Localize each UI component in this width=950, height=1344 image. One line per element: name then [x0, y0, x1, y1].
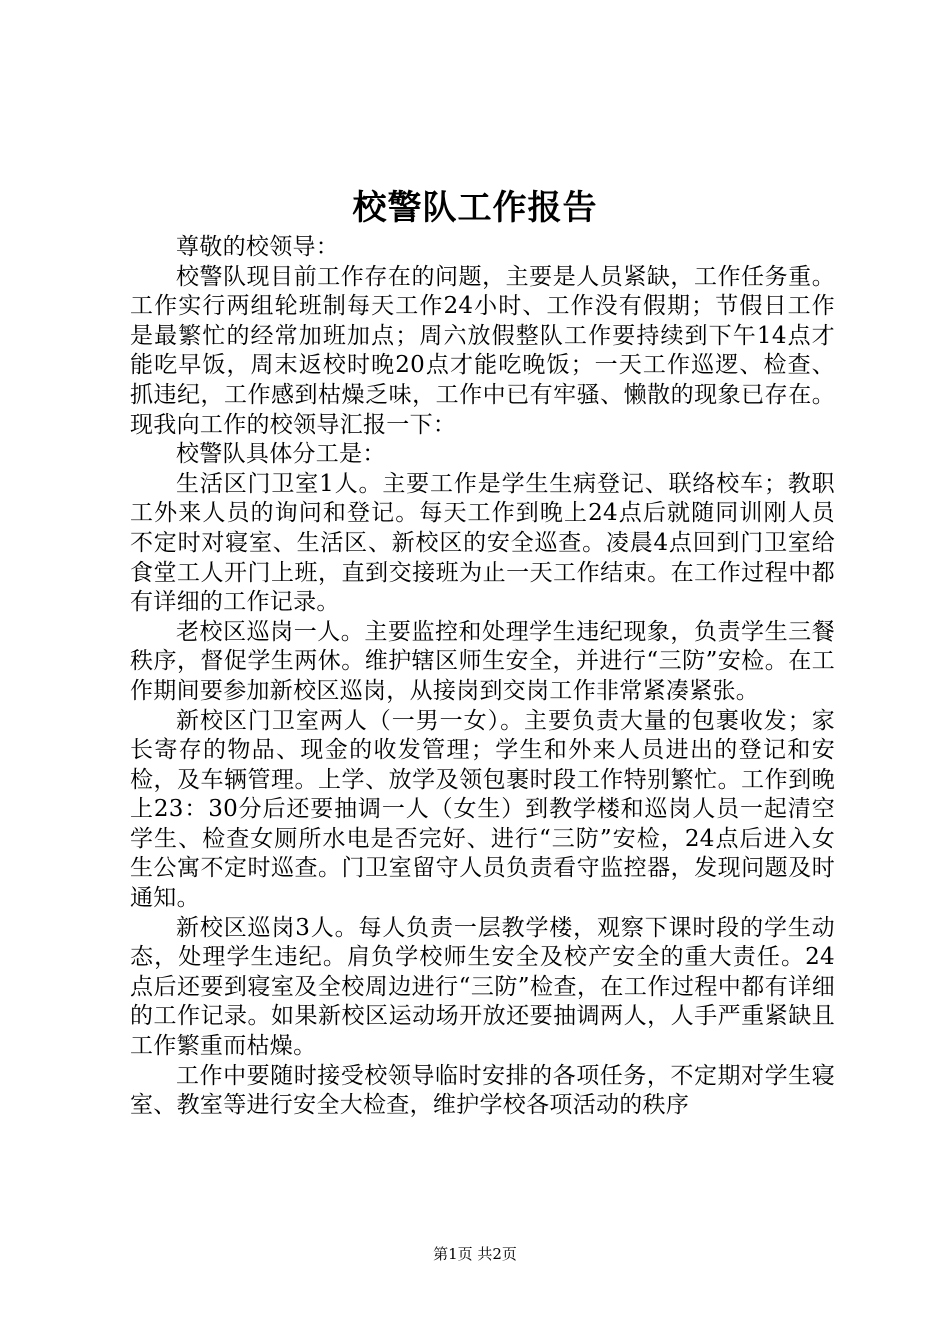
paragraph-living-area-gate: 生活区门卫室1人。主要工作是学生生病登记、联络校车；教职工外来人员的询问和登记。每天工作到晚上24点后就随同训刚人员不定时对寝室、生活区、新校区的安全巡查。凌晨4点回到门卫室给食堂工人开门上班，直到交接班为止一天工作结束。在工作过程中都有详细的工作记录。 — [130, 470, 835, 616]
document-title: 校警队工作报告 — [352, 188, 598, 228]
paragraph-intro: 校警队现目前工作存在的问题，主要是人员紧缺，工作任务重。工作实行两组轮班制每天工作24小时、工作没有假期；节假日工作是最繁忙的经常加班加点；周六放假整队工作要持续到下午14点才能吃早饭，周末返校时晚20点才能吃晚饭；一天工作巡逻、检查、抓违纪，工作感到枯燥乏味，工作中已有牢骚、懒散的现象已存在。现我向工作的校领导汇报一下： — [130, 263, 835, 438]
paragraph-additional-tasks: 工作中要随时接受校领导临时安排的各项任务，不定期对学生寝室、教室等进行安全大检查，维护学校各项活动的秩序 — [130, 1062, 835, 1119]
paragraph-new-campus-patrol: 新校区巡岗3人。每人负责一层教学楼，观察下课时段的学生动态，处理学生违纪。肩负学校师生安全及校产安全的重大责任。24点后还要到寝室及全校周边进行“三防”检查，在工作过程中都有详细的工作记录。如果新校区运动场开放还要抽调两人，人手严重紧缺且工作繁重而枯燥。 — [130, 914, 835, 1060]
paragraph-division-heading: 校警队具体分工是： — [176, 441, 386, 468]
page-number-footer: 第1页 共2页 — [433, 1245, 517, 1263]
paragraph-new-campus-gate: 新校区门卫室两人（一男一女）。主要负责大量的包裹收发；家长寄存的物品、现金的收发管理；学生和外来人员进出的登记和安检，及车辆管理。上学、放学及领包裹时段工作特别繁忙。工作到晚上23：30分后还要抽调一人（女生）到教学楼和巡岗人员一起清空学生、检查女厕所水电是否完好、进行“三防”安检，24点后进入女生公寓不定时巡查。门卫室留守人员负责看守监控器，发现问题及时通知。 — [130, 707, 835, 912]
document-body — [130, 233, 835, 1121]
paragraph-old-campus-patrol: 老校区巡岗一人。主要监控和处理学生违纪现象，负责学生三餐秩序，督促学生两休。维护辖区师生安全，并进行“三防”安检。在工作期间要参加新校区巡岗，从接岗到交岗工作非常紧凑紧张。 — [130, 618, 835, 704]
salutation: 尊敬的校领导： — [176, 234, 340, 260]
